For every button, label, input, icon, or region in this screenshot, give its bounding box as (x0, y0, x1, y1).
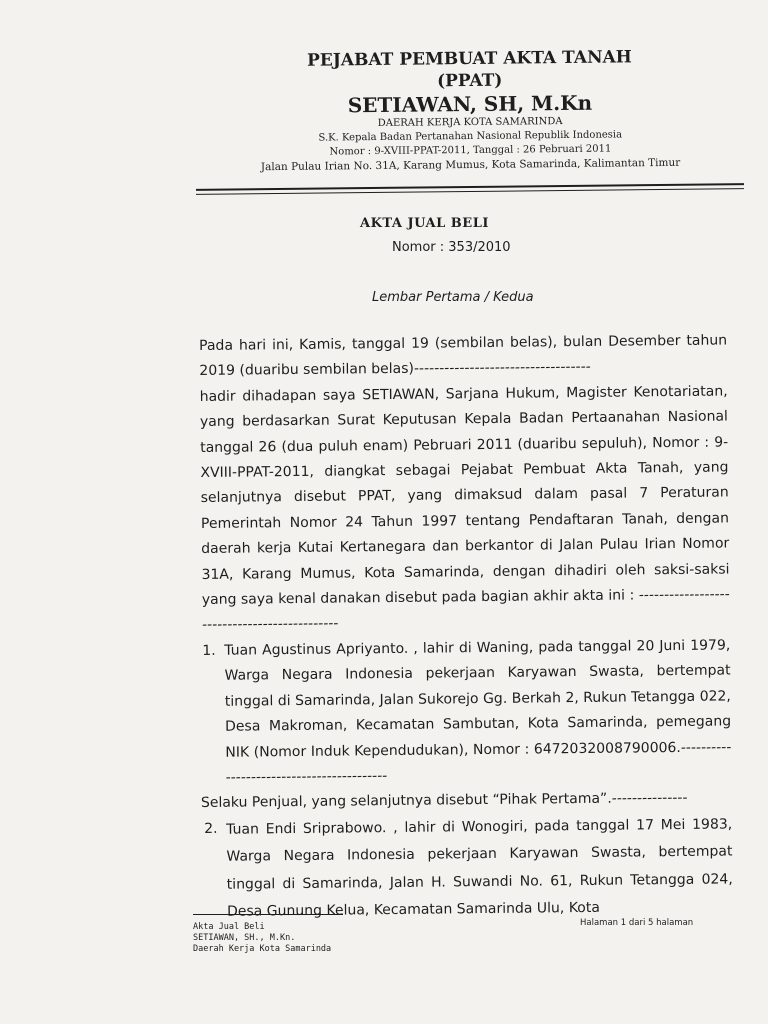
letterhead (199, 45, 740, 175)
list-item (202, 633, 732, 791)
seller-clause: Selaku Penjual, yang selanjutnya disebut “Pihak Pertama”.--------------- (200, 790, 688, 812)
footer-divider (193, 914, 343, 915)
footer-work-region: Daerah Kerja Kota Samarinda (193, 944, 332, 954)
footer-deed-name: Akta Jual Beli (193, 922, 265, 932)
office-abbreviation: (PPAT) (436, 70, 503, 92)
official-name: SETIAWAN, SH, M.Kn (347, 90, 593, 118)
decree-issuer: S.K. Kepala Badan Pertanahan Nasional Republik Indonesia (318, 129, 623, 144)
footer-reference (193, 922, 331, 955)
office-address: Jalan Pulau Irian No. 31A, Karang Mumus, Kota Samarinda, Kalimantan Timur (260, 156, 681, 174)
party-one-details: Tuan Agustinus Apriyanto. , lahir di Waning, pada tanggal 20 Juni 1979, Warga Negara Indonesia pekerjaan Karyawan Swasta, bertempat tinggal di Samarinda, Jalan Sukorejo Gg. Berkah 2, Rukun Tetangga 022, Desa Makroman, Kecamatan Sambutan, Kota Samarinda, pemegang NIK (Nomor Induk Kependudukan), Nomor : 6472032008790006.------------------------------------------ (224, 637, 732, 786)
page-number: Halaman 1 dari 5 halaman (580, 918, 694, 928)
parties-list (204, 811, 733, 927)
deed-number: Nomor : 353/2010 (392, 240, 511, 255)
deed-body (199, 328, 733, 926)
parties-list (202, 633, 732, 791)
list-number: 1. (202, 642, 216, 659)
party-two-details: Tuan Endi Sriprabowo. , lahir di Wonogiri, pada tanggal 17 Mei 1983, Warga Negara Indonesia pekerjaan Karyawan Swasta, bertempat tinggal di Samarinda, Jalan H. Suwandi No. 61, Rukun Tetangga 024, Desa Gunung Kelua, Kecamatan Samarinda Ulu, Kota (226, 816, 733, 920)
opening-paragraph: Pada hari ini, Kamis, tanggal 19 (sembilan belas), bulan Desember tahun 2019 (duaribu sembilan belas)----------------------------------- (199, 332, 728, 380)
work-region: DAERAH KERJA KOTA SAMARINDA (377, 116, 563, 129)
office-title: PEJABAT PEMBUAT AKTA TANAH (306, 47, 632, 71)
deed-title: AKTA JUAL BELI (360, 216, 489, 231)
list-item (204, 811, 733, 926)
copy-sheet-label: Lembar Pertama / Kedua (372, 290, 534, 305)
list-number: 2. (204, 820, 218, 837)
footer-official-name: SETIAWAN, SH., M.Kn. (193, 933, 296, 943)
decree-number: Nomor : 9-XVIII-PPAT-2011, Tanggal : 26 Pebruari 2011 (329, 143, 612, 158)
appearance-paragraph: hadir dihadapan saya SETIAWAN, Sarjana Hukum, Magister Kenotariatan, yang berdasarkan Surat Keputusan Kepala Badan Pertaanahan Nasional tanggal 26 (dua puluh enam) Pebruari 2011 (duaribu sepuluh), Nomor : 9-XVIII-PPAT-2011, diangkat sebagai Pejabat Pembuat Akta Tanah, yang selanjutnya disebut PPAT, yang dimaksud dalam pasal 7 Peraturan Pemerintah Nomor 24 Tahun 1997 tentang Pendaftaran Tanah, dengan daerah kerja Kutai Kertanegara dan berkantor di Jalan Pulau Irian Nomor 31A, Karang Mumus, Kota Samarinda, dengan dihadiri oleh saksi-saksi yang saya kenal danakan disebut pada bagian akhir akta ini : --------------------------------------------- (199, 383, 730, 634)
